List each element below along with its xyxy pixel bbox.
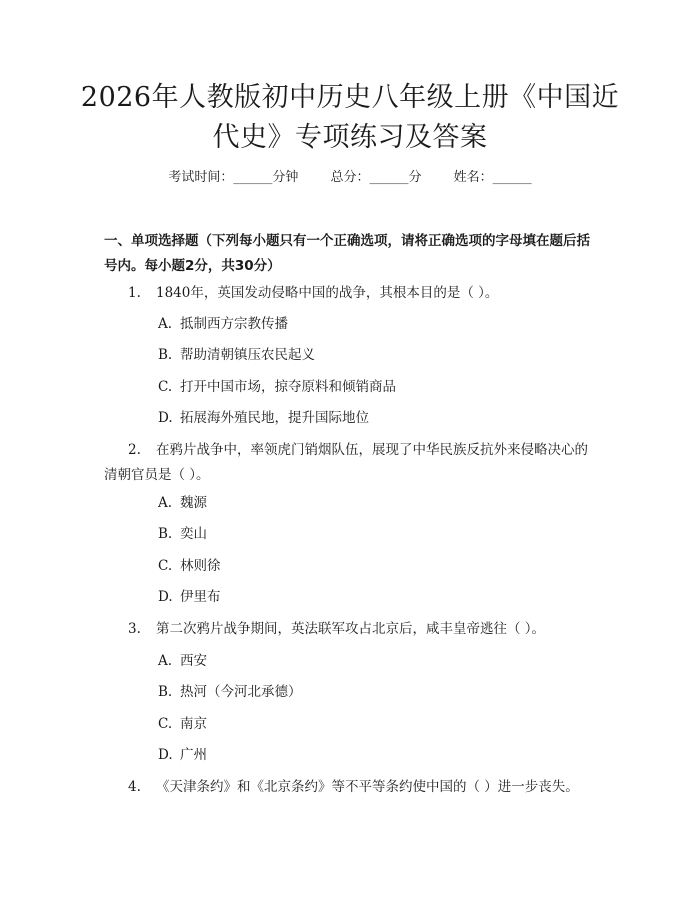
- section-heading: 一、单项选择题（下列每小题只有一个正确选项，请将正确选项的字母填在题后括号内。每小题2分，共30分）: [104, 233, 590, 274]
- question-text: 《天津条约》和《北京条约》等不平等条约使中国的（ ）进一步丧失。: [156, 779, 579, 795]
- option-letter: B.: [158, 684, 173, 700]
- option-letter: B.: [158, 526, 173, 542]
- option-letter: A.: [158, 653, 173, 669]
- option-1-c: [158, 377, 396, 397]
- option-text: 伊里布: [180, 589, 221, 605]
- option-1-d: [158, 408, 369, 428]
- question-text: 1840年，英国发动侵略中国的战争，其根本目的是（ ）。: [156, 285, 499, 301]
- option-text: 广州: [180, 747, 207, 763]
- question-3: [104, 617, 599, 642]
- option-letter: C.: [158, 558, 173, 574]
- option-text: 西安: [180, 653, 207, 669]
- total-score-unit: 分: [408, 170, 422, 185]
- exam-time: [168, 169, 298, 187]
- question-number: 4.: [128, 779, 141, 795]
- exam-time-unit: 分钟: [272, 170, 299, 185]
- question-text: 第二次鸦片战争期间，英法联军攻占北京后，咸丰皇帝逃往（ ）。: [156, 621, 546, 637]
- option-1-b: [158, 345, 315, 365]
- option-2-a: [158, 493, 207, 513]
- question-text: 在鸦片战争中，率领虎门销烟队伍，展现了中华民族反抗外来侵略决心的清朝官员是（ ）。: [104, 442, 588, 483]
- total-score-label: 总分：: [330, 170, 370, 185]
- option-3-d: [158, 745, 207, 765]
- option-letter: A.: [158, 316, 173, 332]
- question-number: 2.: [128, 442, 141, 458]
- title-line-2: 代史》专项练习及答案: [212, 122, 488, 153]
- option-letter: B.: [158, 347, 173, 363]
- option-text: 打开中国市场，掠夺原料和倾销商品: [180, 379, 396, 395]
- exam-info: [0, 169, 700, 187]
- option-text: 南京: [180, 716, 207, 732]
- option-1-a: [158, 314, 288, 334]
- option-2-b: [158, 524, 207, 544]
- student-name-label: 姓名：: [453, 170, 493, 185]
- option-text: 抵制西方宗教传播: [180, 316, 288, 332]
- option-text: 奕山: [180, 526, 207, 542]
- exam-time-blank: ______: [233, 170, 273, 185]
- option-text: 热河（今河北承德）: [180, 684, 302, 700]
- option-letter: A.: [158, 495, 173, 511]
- option-3-c: [158, 714, 207, 734]
- question-number: 3.: [128, 621, 141, 637]
- option-letter: D.: [158, 410, 173, 426]
- option-text: 拓展海外殖民地，提升国际地位: [180, 410, 369, 426]
- option-letter: D.: [158, 589, 173, 605]
- total-score: [330, 169, 421, 187]
- question-2: [104, 438, 599, 488]
- question-1: [104, 281, 599, 306]
- option-letter: C.: [158, 716, 173, 732]
- total-score-blank: ______: [369, 170, 409, 185]
- question-4: [104, 775, 599, 800]
- student-name: [454, 169, 532, 187]
- option-text: 帮助清朝镇压农民起义: [180, 347, 315, 363]
- document-title: [80, 78, 620, 158]
- option-letter: C.: [158, 379, 173, 395]
- option-2-d: [158, 587, 221, 607]
- option-3-b: [158, 682, 302, 702]
- option-text: 林则徐: [180, 558, 221, 574]
- question-number: 1.: [128, 285, 141, 301]
- option-text: 魏源: [180, 495, 207, 511]
- title-line-1: 2026年人教版初中历史八年级上册《中国近: [80, 82, 620, 113]
- student-name-blank: ______: [492, 170, 532, 185]
- option-2-c: [158, 556, 221, 576]
- option-3-a: [158, 651, 207, 671]
- exam-time-label: 考试时间：: [168, 170, 234, 185]
- option-letter: D.: [158, 747, 173, 763]
